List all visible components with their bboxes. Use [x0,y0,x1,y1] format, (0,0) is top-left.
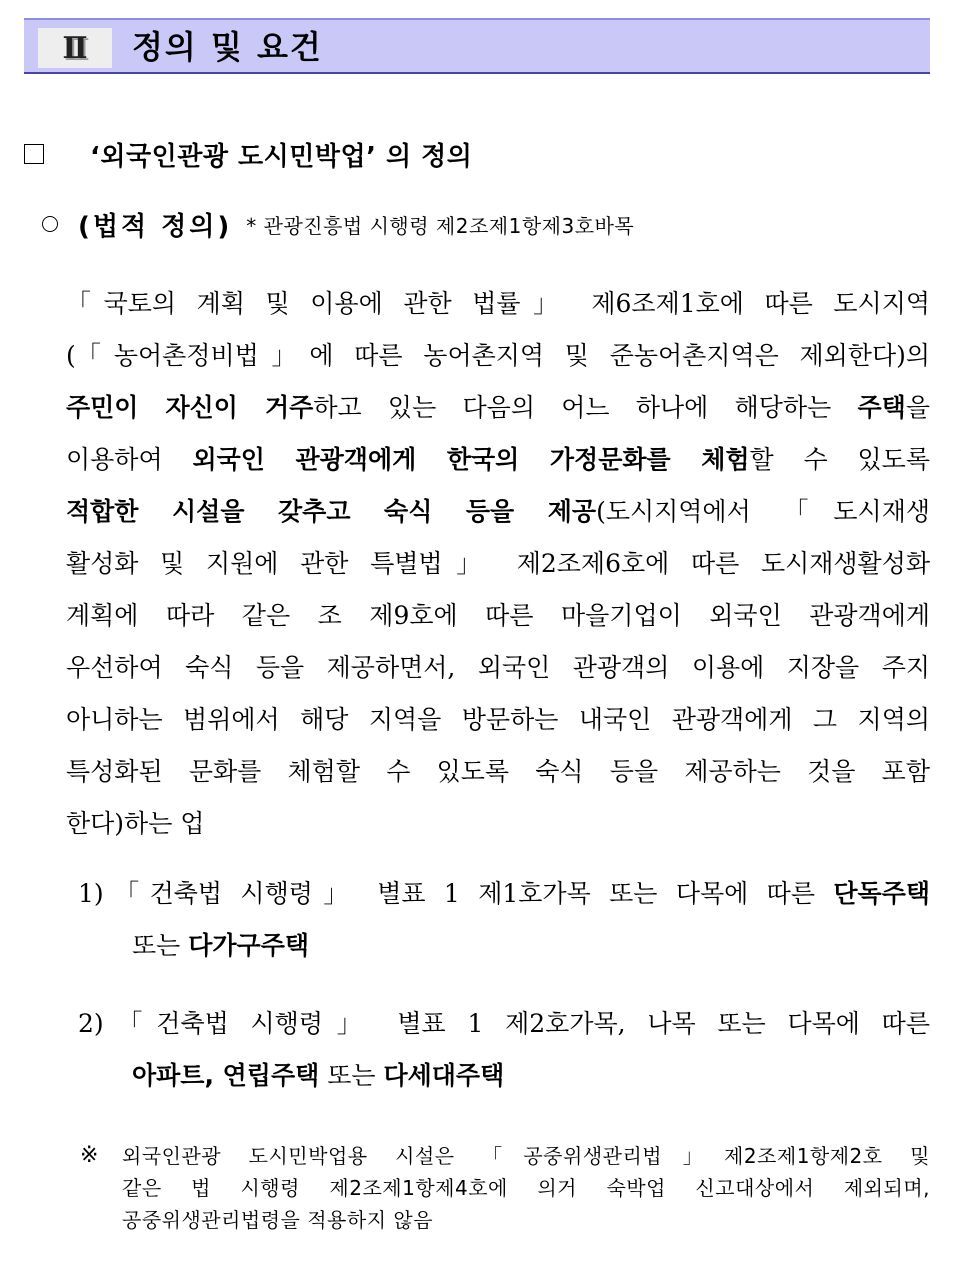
housing-item-1 [78,868,930,972]
paragraph-text: 을 [905,393,930,422]
paragraph-line [66,434,930,486]
item-text: 또는 [319,1061,384,1090]
legal-definition-row [42,204,634,244]
note-line: 공중위생관리법령을 적용하지 않음 [122,1208,434,1232]
paragraph-line: 「국토의 계획 및 이용에 관한 법률」 제6조제1호에 따른 도시지역 [66,289,930,318]
item-text: 1)「건축법 시행령」 별표 1 제1호가목 또는 다목에 따른 [78,879,834,908]
definition-heading [24,134,472,174]
item-text: 또는 [132,931,189,960]
item-line [78,1050,930,1102]
paragraph-line: 활성화 및 지원에 관한 특별법」 제2조제6호에 따른 도시재생활성화 [66,549,930,578]
paragraph-text: 이용하여 [66,445,193,474]
paragraph-line: 계획에 따라 같은 조 제9호에 따른 마을기업이 외국인 관광객에게 [66,601,930,630]
paragraph-text: 할 수 있도록 [749,445,930,474]
heading-text: ‘외국인관광 도시민박업’ 의 정의 [90,141,473,172]
emphasis-text: 주택 [857,393,906,422]
paragraph-line: 한다)하는 업 [66,809,205,838]
paragraph-line: (「농어촌정비법」에 따른 농어촌지역 및 준농어촌지역은 제외한다)의 [66,341,930,370]
housing-item-2 [78,998,930,1102]
note-line: 같은 법 시행령 제2조제1항제4호에 의거 숙박업 신고대상에서 제외되며, [122,1176,930,1200]
emphasis-text: 아파트, 연립주택 [132,1061,320,1090]
section-title: 정의 및 요건 [132,28,323,66]
paragraph-text: 하고 있는 다음의 어느 하나에 해당하는 [313,393,858,422]
emphasis-text: 다가구주택 [188,931,310,960]
circle-bullet-icon [42,216,58,232]
emphasis-text: 주민이 자신이 거주 [66,393,314,422]
note-line: 외국인관광 도시민박업용 시설은 「공중위생관리법」제2조제1항제2호 및 [122,1144,930,1168]
paragraph-line: 아니하는 범위에서 해당 지역을 방문하는 내국인 관광객에게 그 지역의 [66,705,930,734]
reference-note [80,1140,930,1236]
square-bullet-icon [24,144,44,164]
paragraph-line [66,486,930,538]
emphasis-text: 다세대주택 [383,1061,505,1090]
paragraph-line [66,382,930,434]
emphasis-text: 단독주택 [833,879,930,908]
definition-paragraph [66,278,930,850]
item-line [78,868,930,920]
paragraph-line: 특성화된 문화를 체험할 수 있도록 숙식 등을 제공하는 것을 포함 [66,757,930,786]
item-line: 2)「건축법 시행령」 별표 1 제2호가목, 나목 또는 다목에 따른 [78,1009,930,1038]
paragraph-text: (도시지역에서 「도시재생 [596,497,930,526]
emphasis-text: 외국인 관광객에게 한국의 가정문화를 체험 [192,445,750,474]
paragraph-line: 우선하여 숙식 등을 제공하면서, 외국인 관광객의 이용에 지장을 주지 [66,653,930,682]
legal-definition-label: (법적 정의) [78,211,233,242]
emphasis-text: 적합한 시설을 갖추고 숙식 등을 제공 [66,497,597,526]
section-numeral: Ⅱ [38,28,112,68]
note-body [122,1140,930,1236]
section-header [24,18,930,74]
item-line [78,920,930,972]
legal-reference-note: * 관광진흥법 시행령 제2조제1항제3호바목 [246,213,635,238]
note-mark-icon: ※ [80,1143,99,1168]
